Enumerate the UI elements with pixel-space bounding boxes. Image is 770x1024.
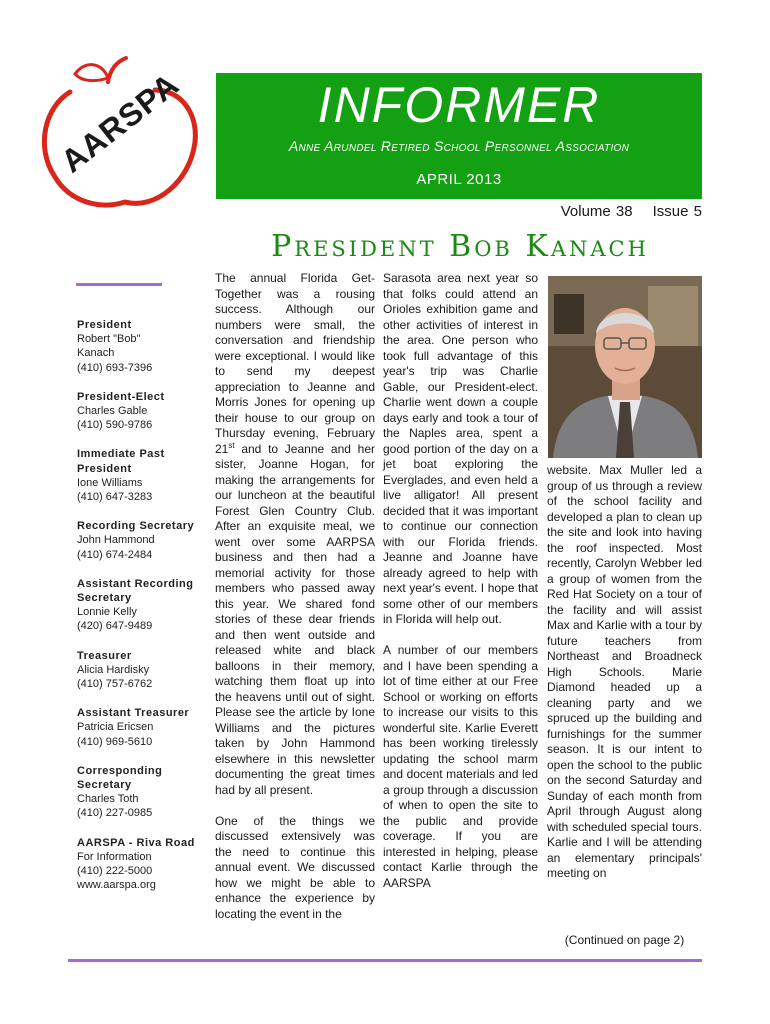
- masthead-banner: [216, 73, 702, 199]
- officer-entry: [77, 764, 201, 821]
- officer-title: President: [77, 319, 132, 331]
- officer-title: AARSPA - Riva Road: [77, 836, 195, 849]
- article-headline: President Bob Kanach: [271, 229, 649, 264]
- apple-logo-icon: [30, 52, 200, 212]
- volume-number: Volume 38: [560, 203, 633, 220]
- officer-detail: (410) 227-0985: [77, 807, 153, 820]
- article-paragraph: One of the things we discussed extensively was the need to continue this annual event. We discussed how we might be able to enhance the experience by locating the event in the: [215, 813, 375, 921]
- issue-number: Issue 5: [652, 203, 702, 220]
- issue-date: APRIL 2013: [416, 171, 502, 188]
- officer-title: Assistant Treasurer: [77, 707, 190, 720]
- officer-entry: [77, 318, 201, 375]
- officer-title: Recording Secretary: [77, 520, 195, 533]
- officer-entry: [77, 577, 201, 634]
- officer-detail: (410) 757-6762: [77, 678, 153, 691]
- officer-title: President-Elect: [77, 390, 165, 403]
- newsletter-title: INFORMER: [317, 77, 601, 133]
- officers-sidebar: [77, 318, 201, 908]
- sidebar-divider: [76, 283, 162, 286]
- officer-detail: Charles Gable: [77, 405, 148, 418]
- article-column-3: [547, 463, 702, 882]
- officer-entry: [77, 519, 201, 562]
- logo-text: AARSPA: [54, 65, 186, 180]
- article-column-1: [215, 271, 375, 922]
- officer-detail: Alicia Hardisky: [77, 663, 150, 676]
- officer-entry: [77, 836, 201, 893]
- continued-notice: (Continued on page 2): [564, 933, 685, 947]
- officer-detail: (410) 693-7396: [77, 361, 153, 374]
- officer-entry: [77, 706, 201, 749]
- article-paragraph: The annual Florida Get-Together was a rousing success. Although our numbers were small, the conversation and friendship were exceptional. I would like to send my deepest appreciation to Jeanne and Morris Jones for opening up their house to our group on Thursday evening, February 21st and to Jeanne and her sister, Joanne Hogan, for making the arrangements for our luncheon at the beautiful Forest Glen Country Club. After an exquisite meal, we went over some AARPSA business and then had a memorial activity for those members who passed away this year. We shared fond stories of these dear friends and then went outside and released white and black balloons in their memory, watching them float up into the heavens until out of sight. Please see the article by Ione Williams and the pictures taken by John Hammond elsewhere in this newsletter documenting the great times had by all present.: [215, 271, 375, 797]
- officer-title: Immediate Past President: [77, 448, 165, 475]
- officer-title: Assistant Recording Secretary: [77, 577, 194, 605]
- officer-detail: (410) 647-3283: [77, 491, 153, 504]
- officer-detail: For Information: [77, 850, 152, 863]
- officer-title: Treasurer: [77, 649, 132, 662]
- president-photo: [548, 276, 702, 458]
- officer-entry: [77, 649, 201, 692]
- officer-detail: Charles Toth: [77, 793, 139, 806]
- officer-detail: John Hammond: [77, 534, 155, 547]
- officer-detail: Lonnie Kelly: [77, 606, 137, 619]
- officer-title: Corresponding Secretary: [77, 764, 163, 792]
- article-column-2: [383, 271, 538, 891]
- officer-detail: Ione Williams: [77, 476, 143, 489]
- volume-issue: [440, 203, 702, 221]
- officer-detail: (410) 969-5610: [77, 735, 153, 748]
- aarspa-logo: [30, 52, 200, 212]
- officer-detail: Robert "Bob": [77, 333, 141, 346]
- officer-entry: [77, 390, 201, 433]
- officer-detail: www.aarspa.org: [77, 879, 156, 892]
- officer-detail: (410) 590-9786: [77, 419, 153, 432]
- organization-name: Anne Arundel Retired School Personnel Association: [288, 138, 630, 154]
- article-paragraph: A number of our members and I have been spending a lot of time either at our Free School or working on efforts to increase our visits to this wonderful site. Karlie Everett has been working tirelessly updating the school marm and docent materials and led a group through a discussion of when to open the site to the public and provide coverage. If you are interested in helping, please contact Karlie through the AARSPA: [383, 643, 538, 890]
- article-paragraph: Sarasota area next year so that folks could attend an Orioles exhibition game and other activities of interest in the area. One person who took full advantage of this year's trip was Charlie Gable, our President-elect. Charlie went down a couple days early and took a tour of the Naples area, spent a good portion of the day on a jet boat exploring the Everglades, and even held a live alligator! All present decided that it was important to continue our connection with our Florida friends. Jeanne and Joanne have already agreed to help with next year's event. I hope that some other of our members in Florida will help out.: [383, 271, 538, 626]
- officer-detail: Patricia Ericsen: [77, 721, 154, 734]
- officer-detail: Kanach: [77, 347, 115, 360]
- bottom-divider: [68, 959, 702, 962]
- article-paragraph: website. Max Muller led a group of us through a review of the school facility and developed a plan to clean up the site and look into having the roof inspected. Most recently, Carolyn Webber led a group of women from the Red Hat Society on a tour of the facility and will assist Max and Karlie with a tour by future teachers from Northeast and Broadneck High Schools. Marie Diamond headed up a cleaning party and we spruced up the building and furnishings for the summer season. It is our intent to open the school to the public on the second Saturday and Sunday of each month from April through August along with scheduled special tours. Karlie and I will be attending an elementary principals' meeting on: [547, 463, 702, 880]
- portrait-image: [548, 276, 702, 458]
- officer-entry: [77, 447, 201, 504]
- officer-detail: (420) 647-9489: [77, 620, 153, 633]
- officer-detail: (410) 674-2484: [77, 548, 153, 561]
- officer-detail: (410) 222-5000: [77, 865, 153, 878]
